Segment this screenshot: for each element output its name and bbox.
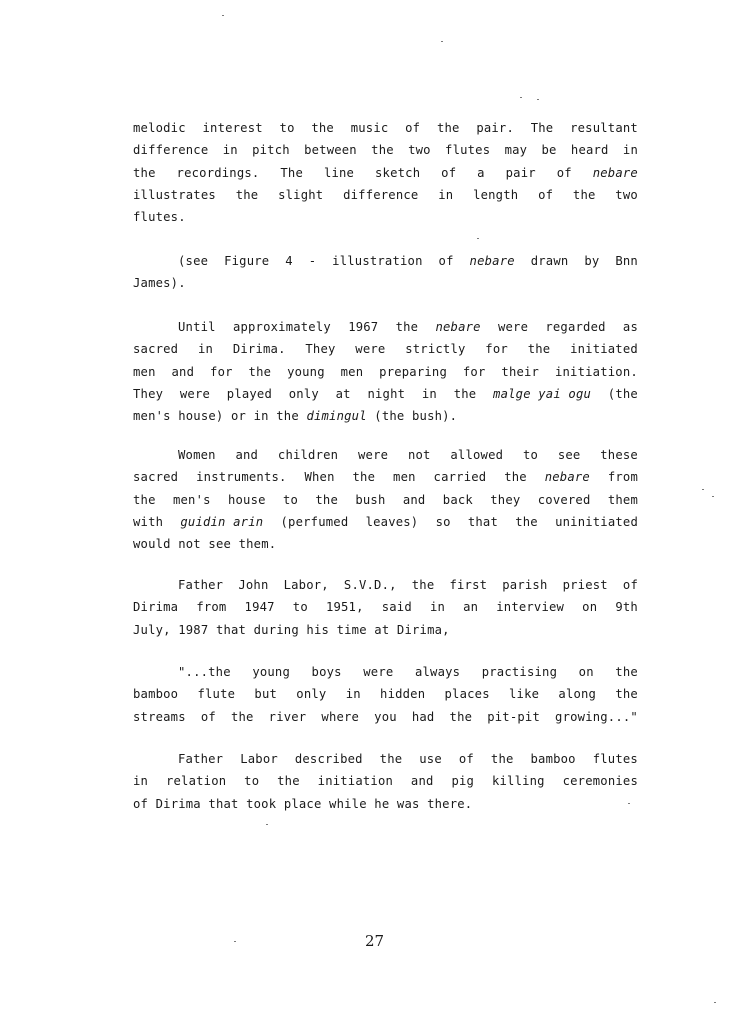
- word: by: [584, 254, 600, 268]
- word: night: [367, 386, 406, 401]
- word: or: [231, 409, 247, 424]
- word: the: [311, 121, 334, 135]
- word: like: [509, 687, 540, 702]
- word: not: [178, 537, 201, 552]
- word: always: [414, 665, 461, 679]
- italic-term: malge yai ogu: [493, 386, 592, 401]
- word: resultant: [570, 121, 638, 135]
- word: the: [379, 752, 403, 766]
- word: Dirima: [133, 600, 179, 615]
- word: the: [504, 470, 527, 485]
- text-line: [133, 596, 638, 618]
- word: in: [253, 409, 269, 424]
- word: were: [355, 342, 386, 357]
- word: men: [393, 470, 416, 485]
- word: of: [622, 578, 638, 592]
- word: the: [490, 752, 514, 766]
- word: house): [178, 409, 224, 424]
- word: "...the: [178, 665, 231, 679]
- text-line: [133, 162, 638, 184]
- word: of: [441, 165, 457, 180]
- word: between: [304, 143, 357, 158]
- page-number: 27: [365, 932, 385, 950]
- word: of: [438, 254, 454, 268]
- word: men's: [133, 409, 171, 424]
- word: the: [615, 687, 638, 702]
- word: the: [277, 774, 300, 789]
- word: men: [340, 364, 364, 379]
- word: priest: [562, 578, 608, 592]
- word: Labor,: [283, 578, 329, 592]
- word: carried: [433, 470, 487, 485]
- word: on: [578, 665, 594, 679]
- word: not: [407, 448, 431, 462]
- word: to: [522, 448, 539, 462]
- word: John: [238, 578, 269, 592]
- word: there.: [427, 796, 473, 811]
- word: (the: [374, 409, 405, 424]
- word: had: [411, 709, 435, 724]
- word: 4: [285, 254, 293, 268]
- word: to: [279, 121, 295, 135]
- scan-speck: [712, 496, 714, 497]
- word: pitch: [252, 143, 290, 158]
- word: would: [133, 537, 171, 552]
- scan-speck: [477, 238, 479, 239]
- word: from: [196, 600, 227, 615]
- word: illustrates: [133, 187, 216, 202]
- text-line: [133, 184, 638, 206]
- word: pair: [505, 165, 536, 180]
- word: leaves): [365, 514, 419, 529]
- word: the: [436, 121, 460, 135]
- text-line: [133, 316, 638, 338]
- word: in: [429, 600, 446, 615]
- word: in: [345, 687, 361, 702]
- word: where: [321, 709, 360, 724]
- word: difference: [133, 143, 209, 158]
- word: men's: [172, 492, 211, 507]
- word: They: [133, 386, 164, 401]
- word: a: [477, 165, 485, 180]
- paragraph-ceremonies: [133, 748, 638, 815]
- word: of: [458, 752, 474, 766]
- word: Figure: [224, 254, 270, 268]
- text-line: [133, 383, 638, 405]
- word: his: [306, 622, 330, 637]
- word: flutes: [445, 143, 491, 158]
- scan-speck: [628, 803, 630, 804]
- word: preparing: [379, 364, 447, 379]
- word: in: [133, 774, 149, 789]
- text-line: [133, 405, 638, 427]
- word: Labor: [240, 752, 278, 766]
- word: pair.: [476, 121, 514, 135]
- word: ceremonies: [562, 774, 638, 789]
- text-line: [133, 661, 638, 683]
- text-line: [133, 748, 638, 770]
- paragraph-flute-pitch: [133, 117, 638, 228]
- word: but: [254, 687, 278, 702]
- word: were: [497, 320, 529, 334]
- text-line: [133, 466, 638, 488]
- word: Until: [178, 320, 216, 334]
- word: at: [335, 386, 351, 401]
- word: uninitiated: [555, 514, 638, 529]
- text-line: [133, 683, 638, 705]
- word: of: [200, 709, 216, 724]
- word: heard: [570, 143, 609, 158]
- word: difference: [343, 187, 419, 202]
- word: so: [435, 514, 451, 529]
- word: line: [323, 165, 355, 180]
- word: places: [444, 687, 490, 702]
- italic-term: nebare: [544, 470, 590, 485]
- word: two: [408, 143, 431, 158]
- text-line: [133, 117, 638, 139]
- word: their: [501, 364, 540, 379]
- word: along: [558, 687, 597, 702]
- text-line: [133, 361, 638, 383]
- word: the: [615, 665, 638, 679]
- word: Dirima.: [232, 342, 286, 357]
- italic-term: guidin arin: [180, 514, 264, 529]
- text-line: [133, 272, 638, 294]
- word: that: [215, 622, 247, 637]
- word: at: [374, 622, 390, 637]
- word: Women: [178, 448, 216, 462]
- word: They: [305, 342, 336, 357]
- word: and: [402, 492, 426, 507]
- word: regarded: [545, 320, 606, 334]
- paragraph-women-children: [133, 444, 638, 555]
- scan-speck: [222, 15, 224, 16]
- word: the: [133, 492, 156, 507]
- word: streams: [133, 709, 186, 724]
- word: instruments.: [196, 470, 287, 485]
- word: in: [622, 143, 638, 158]
- word: of: [538, 187, 554, 202]
- word: James).: [133, 276, 186, 291]
- paragraph-sacred-nebare: [133, 316, 638, 427]
- word: allowed: [450, 448, 504, 462]
- word: to: [292, 600, 308, 615]
- word: you: [374, 709, 397, 724]
- word: flute: [197, 687, 236, 702]
- word: time: [336, 622, 367, 637]
- word: hidden: [380, 687, 426, 702]
- scan-speck: [702, 489, 704, 490]
- word: S.V.D.,: [343, 578, 397, 592]
- word: place: [283, 796, 322, 811]
- word: flutes.: [133, 210, 186, 225]
- word: back: [442, 492, 473, 507]
- word: while: [329, 796, 367, 811]
- word: illustration: [332, 254, 423, 268]
- text-line: [133, 619, 638, 641]
- word: music: [350, 121, 389, 135]
- text-line: [133, 206, 638, 228]
- word: length: [473, 187, 519, 202]
- word: sacred: [133, 342, 179, 357]
- word: Father: [178, 752, 224, 766]
- word: the: [371, 143, 394, 158]
- word: 1951,: [325, 600, 364, 615]
- word: described: [294, 752, 363, 766]
- word: the: [235, 187, 259, 202]
- word: the: [449, 709, 473, 724]
- word: When: [304, 470, 335, 485]
- word: were: [358, 448, 389, 462]
- word: boys: [311, 665, 342, 679]
- word: growing...": [555, 709, 638, 724]
- word: men: [133, 364, 156, 379]
- word: initiated: [570, 342, 638, 357]
- word: July,: [133, 622, 171, 637]
- word: initiation.: [554, 364, 638, 379]
- word: the: [395, 320, 419, 334]
- word: melodic: [133, 121, 186, 135]
- word: the: [515, 514, 538, 529]
- word: sketch: [375, 165, 421, 180]
- word: pit-pit: [487, 709, 540, 724]
- word: house: [227, 492, 266, 507]
- word: killing: [491, 774, 545, 789]
- word: (the: [607, 386, 638, 401]
- word: that: [208, 796, 239, 811]
- paragraph-figure-reference: [133, 250, 638, 295]
- italic-term: nebare: [435, 320, 481, 334]
- word: 1987: [178, 622, 209, 637]
- word: that: [467, 514, 499, 529]
- word: strictly: [405, 342, 466, 357]
- word: in: [438, 187, 454, 202]
- word: pig: [451, 774, 475, 789]
- scan-speck: [714, 1002, 716, 1003]
- word: bamboo: [530, 752, 576, 766]
- word: from: [607, 470, 638, 485]
- word: 9th: [615, 600, 638, 615]
- word: The: [530, 121, 554, 135]
- word: initiation: [317, 774, 394, 789]
- word: flutes: [592, 752, 638, 766]
- word: on: [582, 600, 598, 615]
- word: river: [268, 709, 307, 724]
- word: for: [485, 342, 508, 357]
- word: young: [252, 665, 290, 679]
- word: and: [410, 774, 434, 789]
- word: they: [490, 492, 521, 507]
- word: see: [208, 537, 232, 552]
- word: bush).: [412, 409, 458, 424]
- scan-speck: [520, 97, 522, 98]
- word: with: [133, 514, 164, 529]
- word: of: [405, 121, 421, 135]
- word: in: [222, 143, 238, 158]
- word: for: [462, 364, 486, 379]
- scan-speck: [266, 824, 268, 825]
- word: Bnn: [615, 254, 638, 268]
- word: said: [381, 600, 412, 615]
- word: the: [133, 165, 156, 180]
- word: of: [556, 165, 572, 180]
- word: the: [411, 578, 435, 592]
- word: bamboo: [133, 687, 179, 702]
- word: the: [572, 187, 596, 202]
- word: and: [171, 364, 195, 379]
- word: the: [248, 364, 272, 379]
- word: Dirima,: [396, 622, 450, 637]
- paragraph-father-labor: [133, 574, 638, 641]
- word: them.: [238, 537, 277, 552]
- word: were: [179, 386, 211, 401]
- text-line: [133, 250, 638, 272]
- word: first: [449, 578, 488, 592]
- word: he: [374, 796, 390, 811]
- word: played: [226, 386, 273, 401]
- text-line: [133, 489, 638, 511]
- word: parish: [502, 578, 548, 592]
- word: for: [210, 364, 233, 379]
- word: use: [419, 752, 442, 766]
- word: the: [276, 409, 299, 424]
- text-line: [133, 511, 638, 533]
- word: only: [296, 687, 327, 702]
- word: 1967: [348, 320, 379, 334]
- word: bush: [355, 492, 386, 507]
- italic-term: nebare: [592, 165, 638, 180]
- word: the: [352, 470, 376, 485]
- word: 1947: [244, 600, 275, 615]
- scan-speck: [234, 941, 236, 942]
- word: slight: [278, 187, 324, 202]
- word: the: [230, 709, 254, 724]
- word: Dirima: [155, 796, 201, 811]
- word: the: [315, 492, 339, 507]
- text-line: [133, 574, 638, 596]
- word: and: [235, 448, 259, 462]
- word: were: [363, 665, 394, 679]
- scan-speck: [441, 41, 443, 42]
- word: in: [198, 342, 214, 357]
- text-line: [133, 533, 638, 555]
- text-line: [133, 793, 638, 815]
- word: an: [463, 600, 479, 615]
- word: of: [133, 796, 149, 811]
- text-line: [133, 338, 638, 360]
- word: them: [607, 492, 638, 507]
- word: to: [244, 774, 260, 789]
- word: may: [504, 143, 528, 158]
- word: interest: [202, 121, 263, 135]
- word: only: [288, 386, 319, 401]
- word: interview: [496, 600, 565, 615]
- text-line: [133, 139, 638, 161]
- word: be: [541, 143, 557, 158]
- word: -: [308, 254, 317, 268]
- word: in: [421, 386, 437, 401]
- word: young: [287, 364, 325, 379]
- word: (perfumed: [280, 514, 349, 529]
- text-line: [133, 706, 638, 728]
- word: the: [453, 386, 477, 401]
- word: Father: [178, 578, 224, 592]
- text-line: [133, 770, 638, 792]
- word: the: [527, 342, 551, 357]
- text-line: [133, 444, 638, 466]
- word: relation: [165, 774, 227, 789]
- word: practising: [481, 665, 558, 679]
- word: as: [622, 320, 638, 334]
- scan-speck: [537, 99, 539, 100]
- word: took: [246, 796, 277, 811]
- word: sacred: [133, 470, 179, 485]
- quote-young-boys: [133, 661, 638, 728]
- word: approximately: [232, 320, 331, 334]
- word: covered: [537, 492, 591, 507]
- italic-term: nebare: [469, 254, 515, 268]
- word: to: [282, 492, 299, 507]
- word: drawn: [530, 254, 569, 268]
- word: The: [280, 165, 304, 180]
- word: these: [600, 448, 638, 462]
- word: children: [277, 448, 339, 462]
- word: see: [557, 448, 581, 462]
- word: (see: [178, 254, 209, 268]
- word: two: [615, 187, 638, 202]
- word: was: [396, 796, 420, 811]
- italic-term: dimingul: [306, 409, 367, 424]
- word: recordings.: [176, 165, 260, 180]
- word: during: [253, 622, 299, 637]
